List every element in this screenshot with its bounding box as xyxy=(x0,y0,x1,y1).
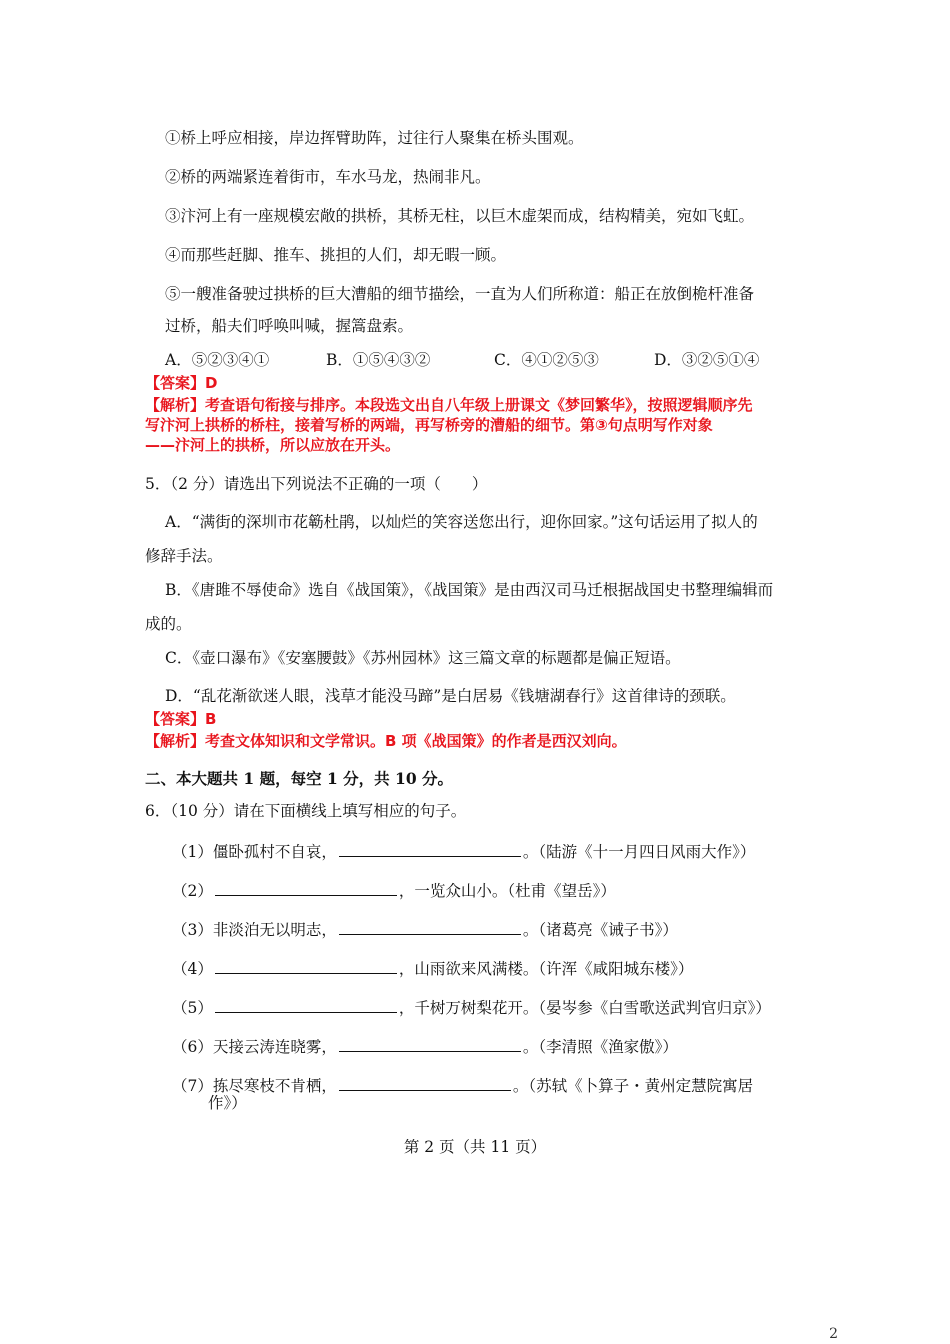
q6-item-7-blank[interactable] xyxy=(339,1074,511,1091)
q5-option-d: D．“乱花渐欲迷人眼，浅草才能没马蹄”是白居易《钱塘湖春行》这首律诗的颈联。 xyxy=(165,687,736,705)
q6-item-5 xyxy=(172,996,771,1018)
q4-sentence-2: ②桥的两端紧连着街市，车水马龙，热闹非凡。 xyxy=(165,168,491,186)
q6-item-4-number: （4） xyxy=(172,960,213,978)
q6-item-5-number: （5） xyxy=(172,999,213,1017)
q6-item-1 xyxy=(172,840,755,862)
q5-option-a-line-2: 修辞手法。 xyxy=(145,547,223,565)
q5-option-c: C．《壶口瀑布》《安塞腰鼓》《苏州园林》这三篇文章的标题都是偏正短语。 xyxy=(165,649,681,667)
q6-item-2-blank[interactable] xyxy=(215,879,397,896)
q6-item-7 xyxy=(172,1074,753,1096)
q6-item-6-blank[interactable] xyxy=(339,1035,521,1052)
q6-item-1-number: （1） xyxy=(172,843,213,861)
q5-answer: 【答案】B xyxy=(145,710,217,728)
q4-option-d: D．③②⑤①④ xyxy=(654,351,760,369)
q6-item-7-continuation: 作》） xyxy=(208,1094,247,1112)
q6-item-7-suffix: 。（苏轼《卜算子・黄州定慧院寓居 xyxy=(512,1077,754,1095)
q5-option-b-line-1: B．《唐雎不辱使命》选自《战国策》，《战国策》是由西汉司马迁根据战国史书整理编辑而 xyxy=(165,581,774,599)
q6-item-1-prefix: 僵卧孤村不自哀， xyxy=(212,843,337,861)
q6-item-1-blank[interactable] xyxy=(339,840,521,857)
q4-analysis-line-2: 写汴河上拱桥的桥柱，接着写桥的两端，再写桥旁的漕船的细节。第③句点明写作对象 xyxy=(145,416,713,434)
q6-stem: 6．（10 分）请在下面横线上填写相应的句子。 xyxy=(145,802,467,820)
q6-item-7-number: （7） xyxy=(172,1077,213,1095)
q5-analysis: 【解析】考查文体知识和文学常识。B 项《战国策》的作者是西汉刘向。 xyxy=(145,732,627,750)
q4-option-a: A．⑤②③④① xyxy=(165,351,270,369)
q6-item-4-suffix: ，山雨欲来风满楼。（许浑《咸阳城东楼》） xyxy=(398,960,694,978)
q6-item-3-number: （3） xyxy=(172,921,213,939)
q4-sentence-1: ①桥上呼应相接，岸边挥臂助阵，过往行人聚集在桥头围观。 xyxy=(165,129,584,147)
corner-page-number: 2 xyxy=(829,1326,838,1342)
q4-sentence-5b: 过桥，船夫们呼唤叫喊，握篙盘索。 xyxy=(165,317,414,335)
q6-item-5-blank[interactable] xyxy=(215,996,397,1013)
q4-option-c: C．④①②⑤③ xyxy=(494,351,599,369)
q5-option-b-line-2: 成的。 xyxy=(145,615,192,633)
q4-option-b: B．①⑤④③② xyxy=(326,351,431,369)
q5-stem: 5．（2 分）请选出下列说法不正确的一项（ ） xyxy=(145,475,488,493)
q4-sentence-3: ③汴河上有一座规模宏敞的拱桥，其桥无柱，以巨木虚架而成，结构精美，宛如飞虹。 xyxy=(165,207,755,225)
q6-item-3-blank[interactable] xyxy=(339,918,521,935)
q6-item-4-blank[interactable] xyxy=(215,957,397,974)
page-number: 第 2 页（共 11 页） xyxy=(403,1138,547,1156)
q6-item-3-prefix: 非淡泊无以明志， xyxy=(212,921,337,939)
q4-analysis-line-1: 【解析】考查语句衔接与排序。本段选文出自八年级上册课文《梦回繁华》，按照逻辑顺序先 xyxy=(145,396,753,414)
q6-item-6-prefix: 天接云涛连晓雾， xyxy=(212,1038,337,1056)
q6-item-6 xyxy=(172,1035,678,1057)
q6-item-7-prefix: 拣尽寒枝不肯栖， xyxy=(212,1077,337,1095)
q4-answer: 【答案】D xyxy=(145,374,218,392)
section-2-heading: 二、本大题共 1 题，每空 1 分，共 10 分。 xyxy=(145,769,454,788)
q6-item-4 xyxy=(172,957,693,979)
q4-sentence-4: ④而那些赶脚、推车、挑担的人们，却无暇一顾。 xyxy=(165,246,507,264)
q6-item-6-suffix: 。（李清照《渔家傲》） xyxy=(522,1038,678,1056)
q6-item-2-suffix: ，一览众山小。（杜甫《望岳》） xyxy=(398,882,616,900)
q6-item-3 xyxy=(172,918,678,940)
q6-item-6-number: （6） xyxy=(172,1038,213,1056)
q6-item-2 xyxy=(172,879,616,901)
q6-item-2-number: （2） xyxy=(172,882,213,900)
q5-option-a-line-1: A．“满街的深圳市花簕杜鹃，以灿烂的笑容送您出行，迎你回家。”这句话运用了拟人的 xyxy=(165,513,758,531)
q4-analysis-line-3: ——汴河上的拱桥，所以应放在开头。 xyxy=(145,436,401,454)
q4-sentence-5a: ⑤一艘准备驶过拱桥的巨大漕船的细节描绘，一直为人们所称道：船正在放倒桅杆准备 xyxy=(165,285,755,303)
q6-item-5-suffix: ，千树万树梨花开。（晏岑参《白雪歌送武判官归京》） xyxy=(398,999,771,1017)
q6-item-1-suffix: 。（陆游《十一月四日风雨大作》） xyxy=(522,843,756,861)
q6-item-3-suffix: 。（诸葛亮《诫子书》） xyxy=(522,921,678,939)
